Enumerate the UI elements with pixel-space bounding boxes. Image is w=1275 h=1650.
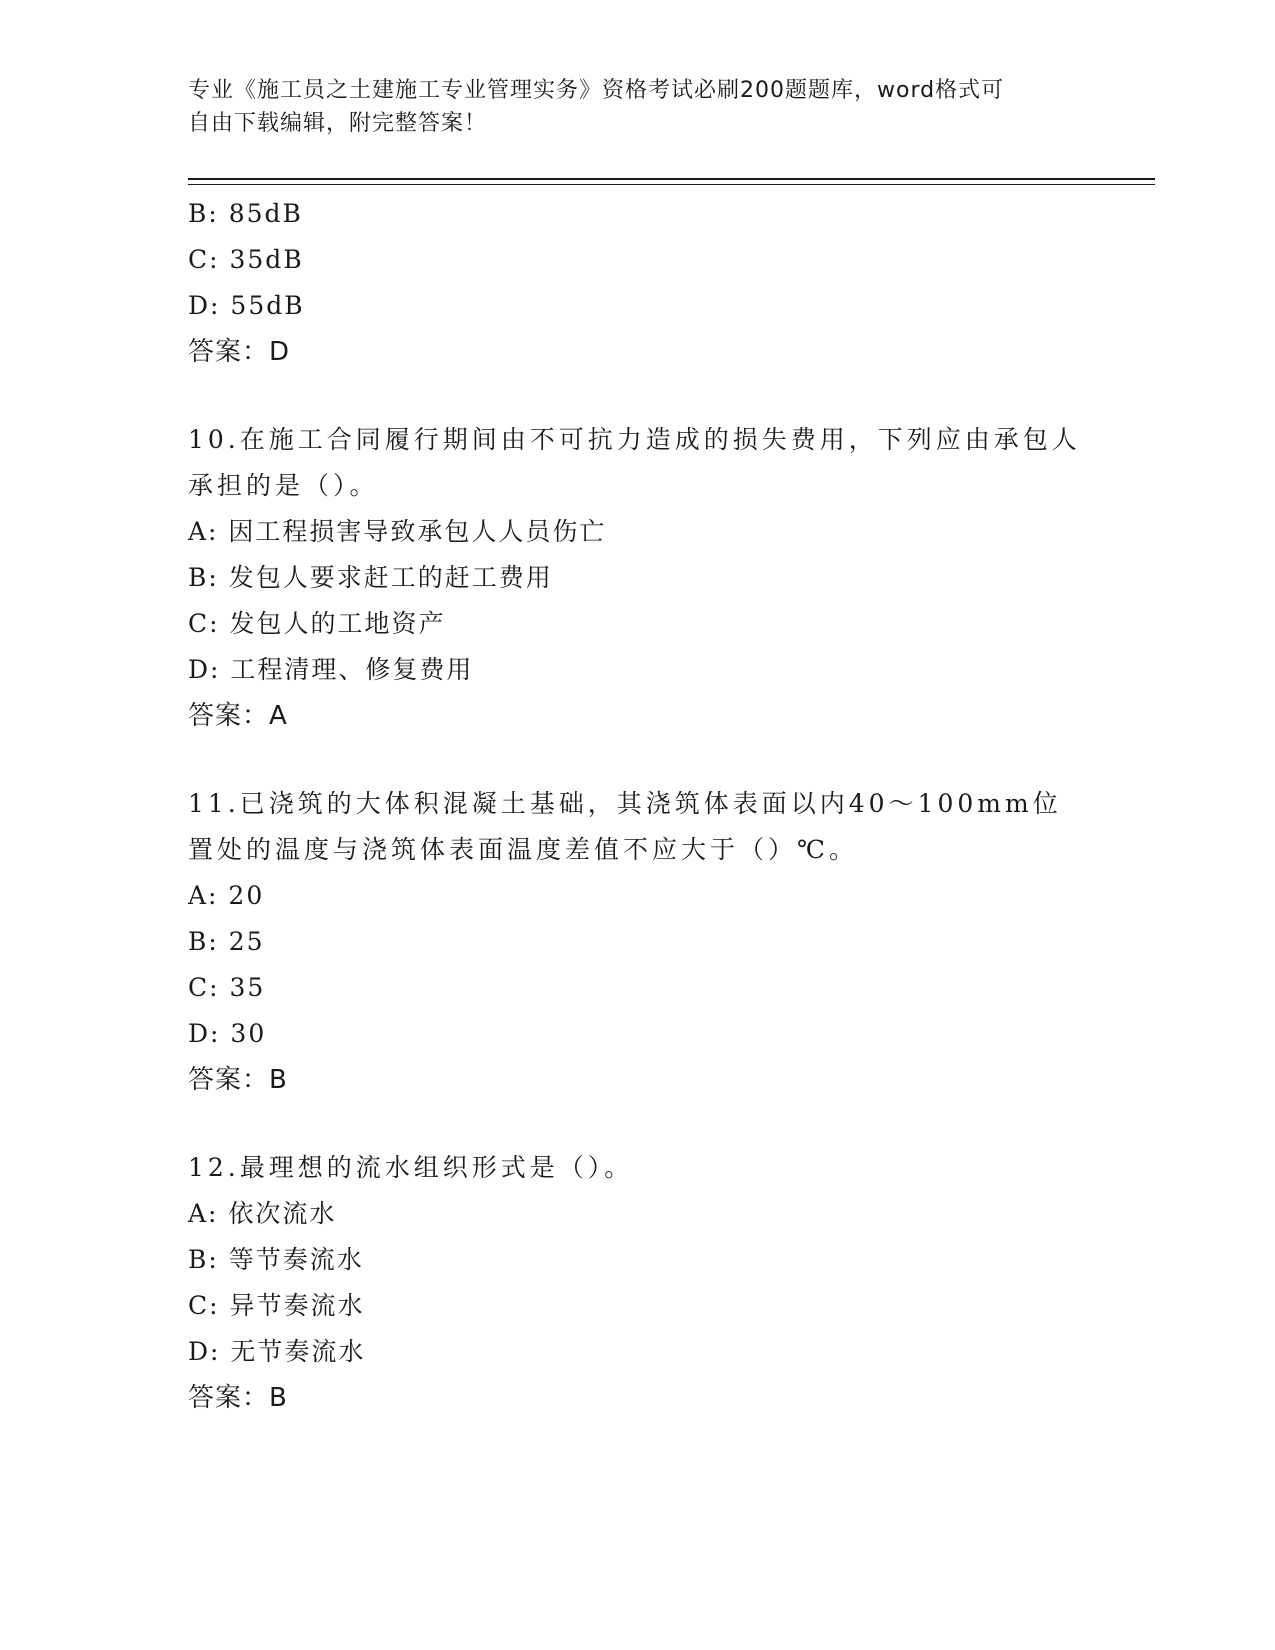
- option-c: C: 发包人的工地资产: [188, 609, 446, 638]
- header-rule-thick: [188, 178, 1155, 180]
- option-c: C: 35dB: [188, 245, 304, 274]
- document-header: [188, 74, 1088, 140]
- option-d: D: 30: [188, 1019, 267, 1048]
- option-b: B: 发包人要求赶工的赶工费用: [188, 563, 553, 592]
- option-a: A: 20: [188, 881, 265, 910]
- question-text: 10.在施工合同履行期间由不可抗力造成的损失费用，下列应由承包人承担的是（）。: [188, 425, 1081, 500]
- question-12: [188, 1145, 1088, 1421]
- option-d: D: 无节奏流水: [188, 1337, 366, 1366]
- question-9-continued: [188, 191, 1088, 375]
- option-b: B: 25: [188, 927, 265, 956]
- question-11: [188, 781, 1088, 1103]
- question-10: [188, 417, 1088, 739]
- answer-line: 答案：B: [188, 1065, 288, 1095]
- option-b: B: 85dB: [188, 199, 303, 228]
- question-text: 12.最理想的流水组织形式是（）。: [188, 1153, 634, 1182]
- option-a: A: 依次流水: [188, 1199, 337, 1228]
- option-b: B: 等节奏流水: [188, 1245, 364, 1274]
- option-c: C: 35: [188, 973, 266, 1002]
- header-rule-thin: [188, 184, 1155, 185]
- header-line-2: 自由下载编辑，附完整答案！: [188, 111, 488, 136]
- document-content: [188, 191, 1088, 1421]
- option-a: A: 因工程损害导致承包人人员伤亡: [188, 517, 607, 546]
- option-d: D: 工程清理、修复费用: [188, 655, 474, 684]
- header-line-1: 专业《施工员之土建施工专业管理实务》资格考试必刷200题题库，word格式可: [188, 78, 1005, 103]
- option-c: C: 异节奏流水: [188, 1291, 365, 1320]
- question-text: 11.已浇筑的大体积混凝土基础，其浇筑体表面以内40～100mm位置处的温度与浇筑体表面温度差值不应大于（）℃。: [188, 789, 1062, 864]
- answer-line: 答案：D: [188, 337, 291, 367]
- answer-line: 答案：A: [188, 701, 288, 731]
- answer-line: 答案：B: [188, 1383, 288, 1413]
- option-d: D: 55dB: [188, 291, 305, 320]
